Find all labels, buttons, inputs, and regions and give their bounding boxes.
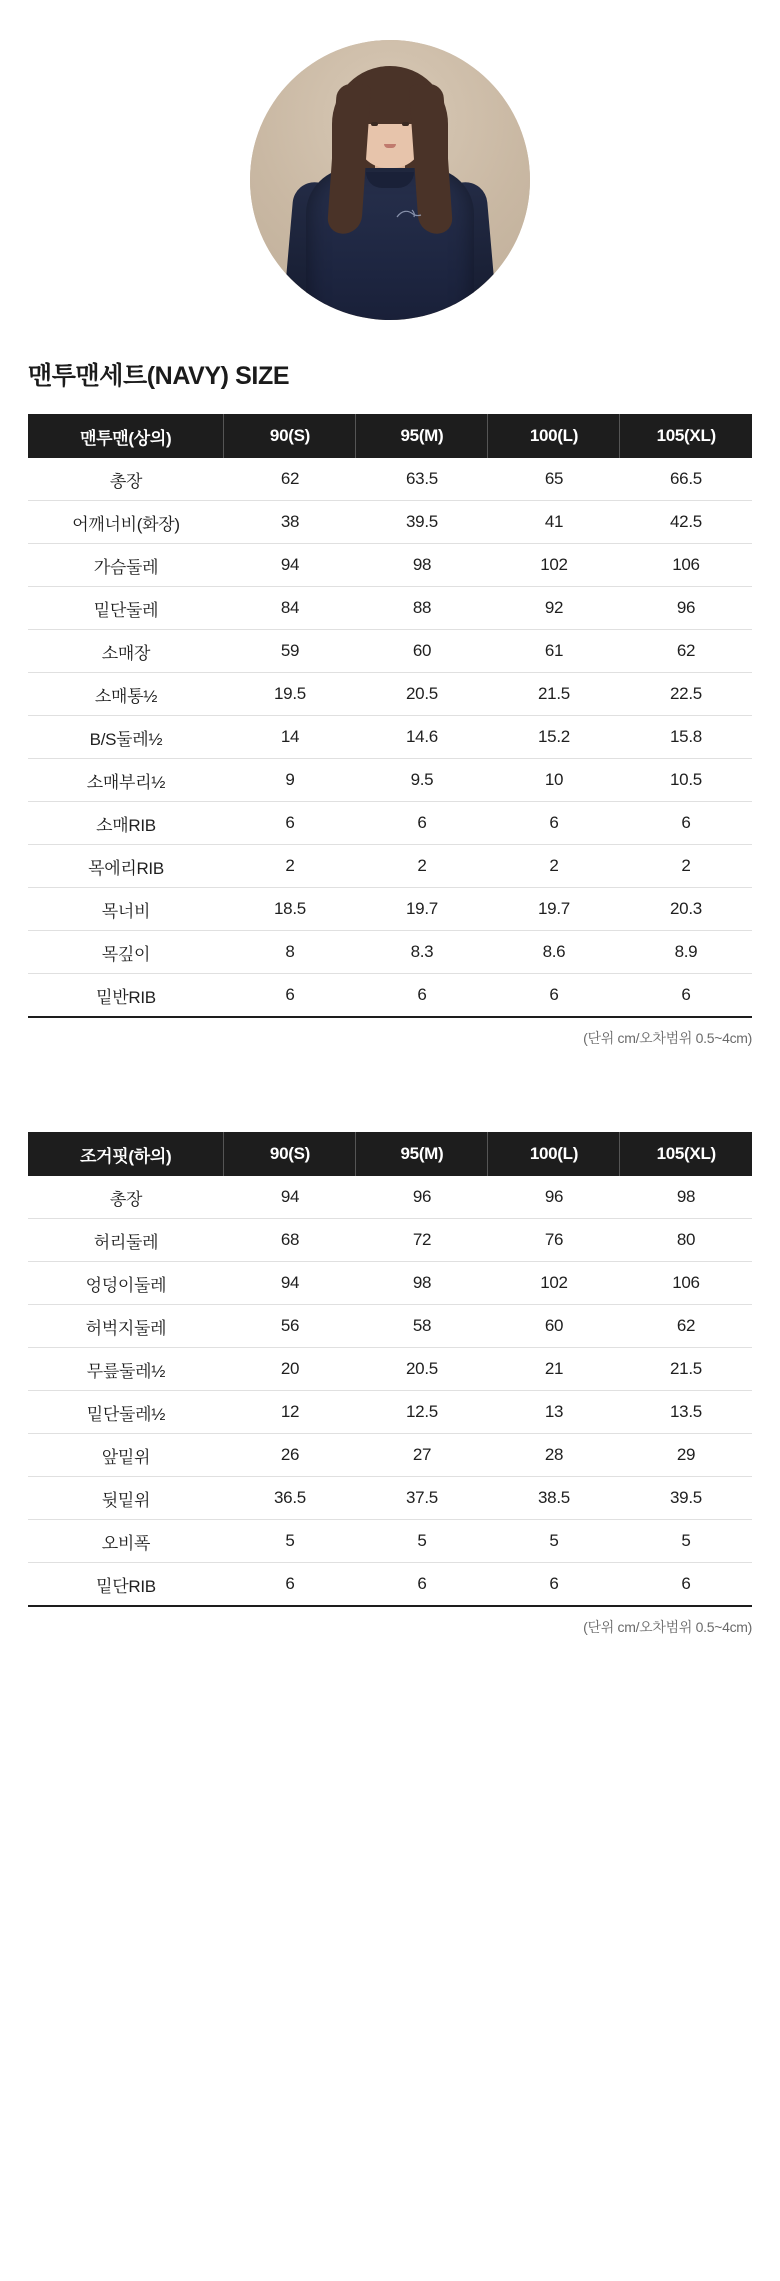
column-header-90s: 90(S) — [224, 414, 356, 458]
cell-90s: 6 — [224, 974, 356, 1018]
cell-95m: 20.5 — [356, 673, 488, 716]
model-illustration — [250, 40, 530, 320]
table-row — [28, 1176, 752, 1219]
column-header-95m: 95(M) — [356, 414, 488, 458]
cell-90s: 59 — [224, 630, 356, 673]
cell-100l: 13 — [488, 1391, 620, 1434]
row-label: 허벅지둘레 — [28, 1305, 224, 1348]
cell-105xl: 6 — [620, 1563, 752, 1607]
table-row — [28, 501, 752, 544]
cell-90s: 12 — [224, 1391, 356, 1434]
cell-105xl: 8.9 — [620, 931, 752, 974]
cell-105xl: 13.5 — [620, 1391, 752, 1434]
row-label: 가슴둘레 — [28, 544, 224, 587]
cell-90s: 6 — [224, 802, 356, 845]
brand-logo-icon — [396, 208, 422, 220]
table-row — [28, 458, 752, 501]
cell-95m: 6 — [356, 1563, 488, 1607]
cell-90s: 8 — [224, 931, 356, 974]
bottom-table-header — [28, 1132, 752, 1176]
row-label: 목너비 — [28, 888, 224, 931]
column-header-105xl: 105(XL) — [620, 1132, 752, 1176]
table-row — [28, 630, 752, 673]
cell-90s: 26 — [224, 1434, 356, 1477]
cell-100l: 61 — [488, 630, 620, 673]
row-label: 소매RIB — [28, 802, 224, 845]
table-row — [28, 888, 752, 931]
cell-105xl: 2 — [620, 845, 752, 888]
page-bottom-spacer — [0, 1637, 780, 1697]
cell-100l: 8.6 — [488, 931, 620, 974]
top-table-body — [28, 458, 752, 1017]
table-row — [28, 1262, 752, 1305]
cell-95m: 2 — [356, 845, 488, 888]
row-label: 소매통½ — [28, 673, 224, 716]
table-row — [28, 1563, 752, 1607]
cell-105xl: 106 — [620, 544, 752, 587]
cell-105xl: 62 — [620, 630, 752, 673]
row-label: B/S둘레½ — [28, 716, 224, 759]
eye-right — [402, 122, 409, 126]
eye-left — [371, 122, 378, 126]
cell-90s: 6 — [224, 1563, 356, 1607]
cell-105xl: 96 — [620, 587, 752, 630]
cell-100l: 38.5 — [488, 1477, 620, 1520]
cell-105xl: 22.5 — [620, 673, 752, 716]
table-row — [28, 759, 752, 802]
bottom-table-body — [28, 1176, 752, 1606]
row-label: 소매장 — [28, 630, 224, 673]
cell-90s: 2 — [224, 845, 356, 888]
row-label: 밑단둘레½ — [28, 1391, 224, 1434]
cell-95m: 37.5 — [356, 1477, 488, 1520]
cell-105xl: 21.5 — [620, 1348, 752, 1391]
cell-95m: 72 — [356, 1219, 488, 1262]
table-header-row — [28, 414, 752, 458]
table-row — [28, 1348, 752, 1391]
cell-100l: 21.5 — [488, 673, 620, 716]
cell-105xl: 6 — [620, 802, 752, 845]
hero-image-section — [0, 0, 780, 320]
cell-100l: 65 — [488, 458, 620, 501]
page-title: 맨투맨세트(NAVY) SIZE — [28, 362, 290, 390]
cell-90s: 84 — [224, 587, 356, 630]
cell-100l: 21 — [488, 1348, 620, 1391]
cell-105xl: 6 — [620, 974, 752, 1018]
column-header-100l: 100(L) — [488, 414, 620, 458]
cell-95m: 98 — [356, 544, 488, 587]
cell-100l: 6 — [488, 1563, 620, 1607]
table-row — [28, 1391, 752, 1434]
table-row — [28, 1305, 752, 1348]
cell-95m: 12.5 — [356, 1391, 488, 1434]
cell-95m: 8.3 — [356, 931, 488, 974]
cell-105xl: 29 — [620, 1434, 752, 1477]
cell-100l: 28 — [488, 1434, 620, 1477]
cell-95m: 5 — [356, 1520, 488, 1563]
cell-105xl: 5 — [620, 1520, 752, 1563]
column-header-category: 맨투맨(상의) — [28, 414, 224, 458]
row-label: 무릎둘레½ — [28, 1348, 224, 1391]
row-label: 오비폭 — [28, 1520, 224, 1563]
cell-105xl: 42.5 — [620, 501, 752, 544]
top-size-table — [28, 414, 752, 1018]
cell-95m: 60 — [356, 630, 488, 673]
cell-95m: 20.5 — [356, 1348, 488, 1391]
cell-100l: 6 — [488, 974, 620, 1018]
row-label: 목깊이 — [28, 931, 224, 974]
cell-95m: 98 — [356, 1262, 488, 1305]
cell-90s: 68 — [224, 1219, 356, 1262]
cell-90s: 94 — [224, 544, 356, 587]
cell-100l: 41 — [488, 501, 620, 544]
row-label: 밑단RIB — [28, 1563, 224, 1607]
row-label: 앞밑위 — [28, 1434, 224, 1477]
cell-100l: 92 — [488, 587, 620, 630]
row-label: 뒷밑위 — [28, 1477, 224, 1520]
top-table-unit-note: (단위 cm/오차범위 0.5~4cm) — [583, 1030, 752, 1046]
row-label: 총장 — [28, 1176, 224, 1219]
bottom-table-unit-note: (단위 cm/오차범위 0.5~4cm) — [583, 1619, 752, 1635]
cell-95m: 27 — [356, 1434, 488, 1477]
column-header-100l: 100(L) — [488, 1132, 620, 1176]
cell-100l: 60 — [488, 1305, 620, 1348]
bottom-table-container — [0, 1132, 780, 1637]
cell-95m: 39.5 — [356, 501, 488, 544]
cell-100l: 102 — [488, 544, 620, 587]
table-row — [28, 544, 752, 587]
column-header-90s: 90(S) — [224, 1132, 356, 1176]
cell-95m: 9.5 — [356, 759, 488, 802]
row-label: 어깨너비(화장) — [28, 501, 224, 544]
cell-105xl: 98 — [620, 1176, 752, 1219]
cell-105xl: 106 — [620, 1262, 752, 1305]
row-label: 엉덩이둘레 — [28, 1262, 224, 1305]
cell-100l: 5 — [488, 1520, 620, 1563]
cell-90s: 38 — [224, 501, 356, 544]
bottom-size-table — [28, 1132, 752, 1607]
table-row — [28, 802, 752, 845]
cell-90s: 94 — [224, 1262, 356, 1305]
cell-95m: 63.5 — [356, 458, 488, 501]
table-row — [28, 974, 752, 1018]
column-header-category: 조거핏(하의) — [28, 1132, 224, 1176]
column-header-105xl: 105(XL) — [620, 414, 752, 458]
cell-100l: 6 — [488, 802, 620, 845]
cell-95m: 6 — [356, 974, 488, 1018]
cell-95m: 88 — [356, 587, 488, 630]
cell-90s: 56 — [224, 1305, 356, 1348]
cell-95m: 96 — [356, 1176, 488, 1219]
cell-105xl: 10.5 — [620, 759, 752, 802]
cell-100l: 76 — [488, 1219, 620, 1262]
cell-95m: 14.6 — [356, 716, 488, 759]
cell-100l: 96 — [488, 1176, 620, 1219]
top-table-header — [28, 414, 752, 458]
cell-90s: 20 — [224, 1348, 356, 1391]
cell-105xl: 62 — [620, 1305, 752, 1348]
row-label: 총장 — [28, 458, 224, 501]
cell-105xl: 15.8 — [620, 716, 752, 759]
table-row — [28, 931, 752, 974]
table-row — [28, 587, 752, 630]
table-row — [28, 1477, 752, 1520]
cell-90s: 19.5 — [224, 673, 356, 716]
cell-105xl: 66.5 — [620, 458, 752, 501]
cell-100l: 102 — [488, 1262, 620, 1305]
cell-105xl: 20.3 — [620, 888, 752, 931]
cell-90s: 5 — [224, 1520, 356, 1563]
cell-105xl: 80 — [620, 1219, 752, 1262]
row-label: 목에리RIB — [28, 845, 224, 888]
top-table-container — [0, 414, 780, 1048]
cell-90s: 94 — [224, 1176, 356, 1219]
cell-90s: 18.5 — [224, 888, 356, 931]
cell-100l: 2 — [488, 845, 620, 888]
cell-100l: 19.7 — [488, 888, 620, 931]
row-label: 소매부리½ — [28, 759, 224, 802]
table-row — [28, 1434, 752, 1477]
cell-105xl: 39.5 — [620, 1477, 752, 1520]
cell-95m: 6 — [356, 802, 488, 845]
column-header-95m: 95(M) — [356, 1132, 488, 1176]
cell-95m: 58 — [356, 1305, 488, 1348]
cell-100l: 10 — [488, 759, 620, 802]
cell-90s: 62 — [224, 458, 356, 501]
table-header-row — [28, 1132, 752, 1176]
table-row — [28, 845, 752, 888]
cell-90s: 14 — [224, 716, 356, 759]
table-row — [28, 716, 752, 759]
cell-90s: 9 — [224, 759, 356, 802]
cell-90s: 36.5 — [224, 1477, 356, 1520]
row-label: 밑단둘레 — [28, 587, 224, 630]
row-label: 밑반RIB — [28, 974, 224, 1018]
cell-100l: 15.2 — [488, 716, 620, 759]
table-row — [28, 673, 752, 716]
table-row — [28, 1219, 752, 1262]
row-label: 허리둘레 — [28, 1219, 224, 1262]
product-photo-circle — [250, 40, 530, 320]
cell-95m: 19.7 — [356, 888, 488, 931]
table-row — [28, 1520, 752, 1563]
